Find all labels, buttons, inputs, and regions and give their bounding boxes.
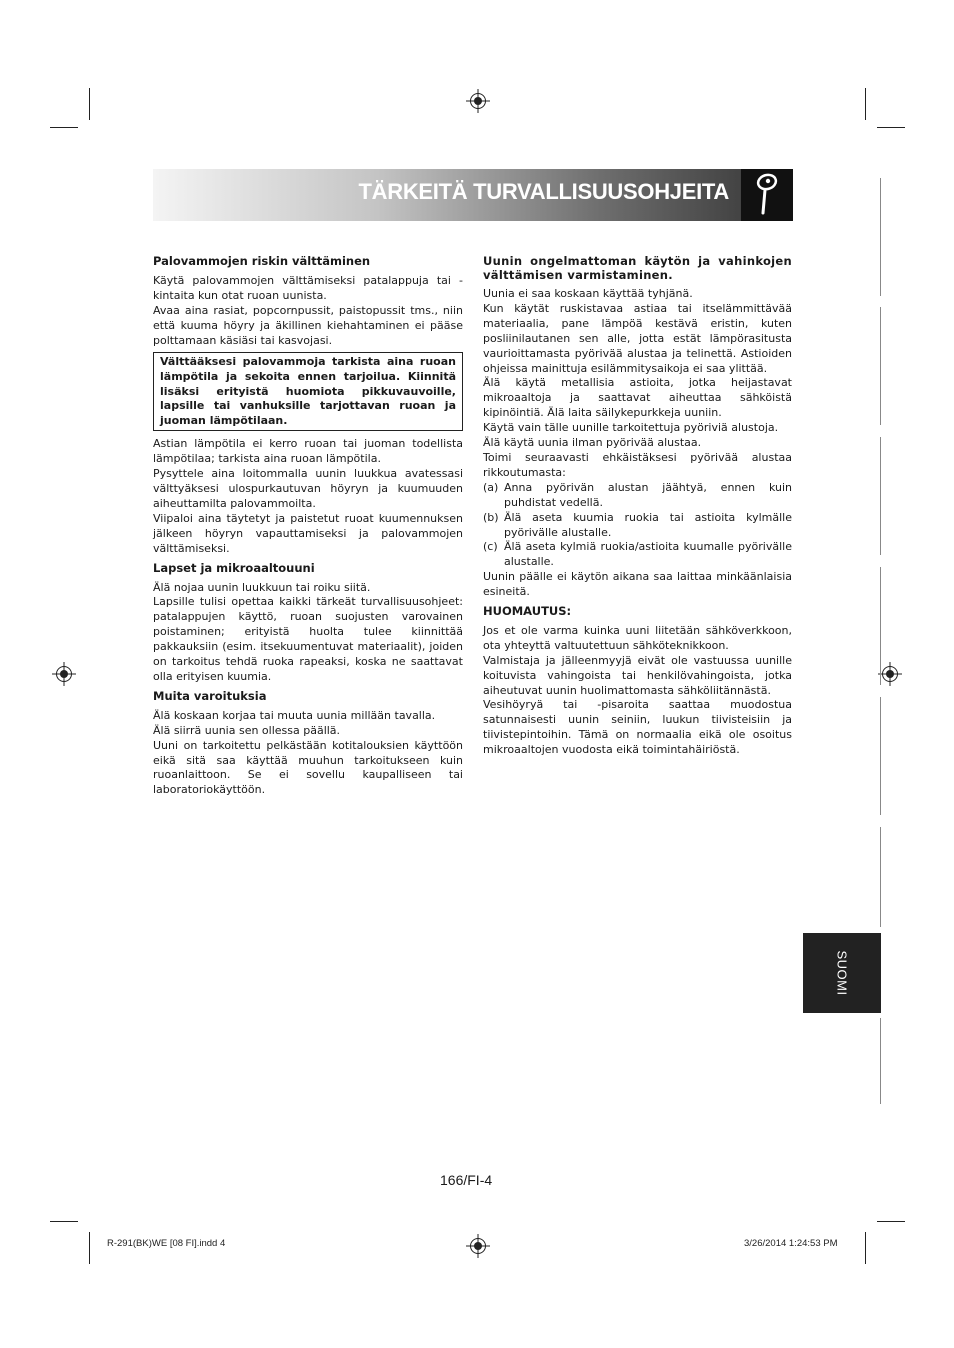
margin-line bbox=[880, 1018, 881, 1104]
language-tab-label: SUOMI bbox=[834, 950, 850, 996]
list-text: Anna pyörivän alustan jäähtyä, ennen kuin puhdistat vedellä. bbox=[504, 480, 792, 509]
right-column bbox=[483, 254, 792, 758]
margin-line bbox=[880, 827, 881, 927]
crop-mark bbox=[877, 127, 905, 128]
paragraph: Käytä palovammojen välttämiseksi patalappuja tai -kintaita kun otat ruoan uunista. bbox=[153, 273, 463, 302]
paragraph: Älä käytä metallisia astioita, jotka heijastavat mikroaaltoja ja saattavat aiheuttaa sähköistä kipinöintiä. Älä laita säilykepurkkeja uuniin. bbox=[483, 376, 792, 420]
section-heading-other-warnings: Muita varoituksia bbox=[153, 688, 267, 703]
margin-line bbox=[880, 697, 881, 815]
margin-line bbox=[880, 178, 881, 296]
registration-mark-icon bbox=[470, 1238, 486, 1254]
left-column bbox=[153, 254, 463, 798]
registration-mark-icon bbox=[470, 93, 486, 109]
paragraph: Pysyttele aina loitommalla uunin luukkua avatessasi välttyäksesi ulospurkautuvan höyryn ja kuumuuden aiheuttamilta palovammoilta. bbox=[153, 467, 463, 511]
list-text: Älä aseta kuumia ruokia tai astioita kylmälle pyörivälle alustalle. bbox=[504, 510, 792, 539]
crop-mark bbox=[865, 88, 866, 120]
crop-mark bbox=[89, 1232, 90, 1264]
note-heading: HUOMAUTUS: bbox=[483, 604, 572, 619]
section-heading-burns: Palovammojen riskin välttäminen bbox=[153, 254, 371, 268]
footer-filename: R-291(BK)WE [08 FI].indd 4 bbox=[107, 1238, 226, 1249]
footer-timestamp: 3/26/2014 1:24:53 PM bbox=[744, 1238, 838, 1249]
page-title: TÄRKEITÄ TURVALLISUUSOHJEITA bbox=[358, 179, 729, 204]
list-item bbox=[483, 481, 792, 511]
paragraph: Uunia ei saa koskaan käyttää tyhjänä. bbox=[483, 287, 693, 300]
margin-line bbox=[880, 307, 881, 425]
list-item bbox=[483, 511, 792, 541]
paragraph: Astian lämpötila ei kerro ruoan tai juoman todellista lämpötilaa; tarkista aina ruoan lämpötila. bbox=[153, 437, 463, 466]
paragraph: Älä käytä uunia ilman pyörivää alustaa. bbox=[483, 436, 702, 450]
crop-mark bbox=[50, 127, 78, 128]
paragraph: Uunin päälle ei käytön aikana saa laittaa minkäänlaisia esineitä. bbox=[483, 570, 792, 599]
info-icon bbox=[741, 169, 793, 221]
title-banner bbox=[153, 169, 793, 221]
margin-line bbox=[880, 437, 881, 555]
crop-mark bbox=[50, 1221, 78, 1222]
paragraph: Avaa aina rasiat, popcornpussit, paistopussit tms., niin että kuuma höyry ja äkillinen kiehahtaminen ei pääse polttamaan käsiäsi tai kasvojasi. bbox=[153, 303, 463, 347]
paragraph: Kun käytät ruskistavaa astiaa tai itselämmittävää materiaalia, pane lämpöä kestävä eristin, kuten posliinilautanen sen alle, jotta estät lämpörasitusta vaurioittamasta pyörivää alustaa ja telinettä. Astioiden ohjeissa mainittuja esilämmitysaikoja ei saa ylittää. bbox=[483, 301, 792, 375]
paragraph: Käytä vain tälle uunille tarkoitettuja pyöriviä alustoja. bbox=[483, 421, 779, 435]
registration-mark-icon bbox=[882, 666, 898, 682]
paragraph: Uuni on tarkoitettu pelkästään kotitalouksien käyttöön eikä sitä saa käyttää muuhun tarkoitukseen kuin ruoanlaittoon. Se ei sovellu kaupalliseen tai laboratoriokäyttöön. bbox=[153, 738, 463, 797]
paragraph: Älä koskaan korjaa tai muuta uunia millään tavalla. bbox=[153, 708, 436, 722]
list-label: (b) bbox=[483, 510, 499, 524]
paragraph: Viipaloi aina täytetyt ja paistetut ruoat kuumennuksen jälkeen höyryn vapauttamiseksi ja palovammojen välttämiseksi. bbox=[153, 511, 463, 555]
crop-mark bbox=[89, 88, 90, 120]
crop-mark bbox=[877, 1221, 905, 1222]
paragraph: Älä siirrä uunia sen ollessa päällä. bbox=[153, 723, 341, 737]
warning-box: Välttääksesi palovammoja tarkista aina ruoan lämpötila ja sekoita ennen tarjoilua. Kiinnitä lisäksi erityistä huomiota pikkuvauvoille, lapsille tai vanhuksille tarjottavan ruoan ja juoman lämpötilaan. bbox=[153, 352, 463, 431]
margin-line bbox=[880, 567, 881, 685]
language-tab bbox=[803, 933, 881, 1013]
paragraph: Vesihöyryä tai -pisaroita saattaa muodostua satunnaisesti uunin seiniin, luukun tiivisteisiin ja tiivistepintoihin. Tämä on normaalia eikä ole osoitus mikroaaltojen vuodosta eikä toimintahäiriöstä. bbox=[483, 698, 792, 757]
registration-mark-icon bbox=[56, 666, 72, 682]
list-label: (a) bbox=[483, 480, 499, 494]
paragraph: Älä nojaa uunin luukkuun tai roiku siitä. bbox=[153, 580, 371, 594]
list-label: (c) bbox=[483, 540, 498, 554]
page-number: 166/FI-4 bbox=[440, 1172, 493, 1188]
list-item bbox=[483, 540, 792, 570]
section-heading-children: Lapset ja mikroaaltouuni bbox=[153, 560, 315, 575]
paragraph: Lapsille tulisi opettaa kaikki tärkeät turvallisuusohjeet: patalappujen käyttö, ruoan suojusten varovainen poistaminen; erityistä huolta tulee kiinnittää pakkauksiin (esim. itsekuumentuvat materiaalit), joiden on tarkoitus tehdä ruoka rapeaksi, koska ne saattavat olla erityisen kuumia. bbox=[153, 595, 463, 683]
crop-mark bbox=[865, 1232, 866, 1264]
section-heading-safe-use: Uunin ongelmattoman käytön ja vahinkojen välttämisen varmistaminen. bbox=[483, 254, 792, 282]
list-text: Älä aseta kylmiä ruokia/astioita kuumalle pyörivälle alustalle. bbox=[504, 540, 792, 569]
paragraph: Toimi seuraavasti ehkäistäksesi pyörivää alustaa rikkoutumasta: bbox=[483, 450, 792, 479]
paragraph: Jos et ole varma kuinka uuni liitetään sähköverkkoon, ota yhteyttä valtuutettuun sähköteknikkoon. bbox=[483, 623, 792, 652]
paragraph: Valmistaja ja jälleenmyyjä eivät ole vastuussa uunille koituvista vahingoista tai henkilövahingoista, jotka aiheutuvat uunin huolimattomasta sähköliitännästä. bbox=[483, 653, 792, 697]
